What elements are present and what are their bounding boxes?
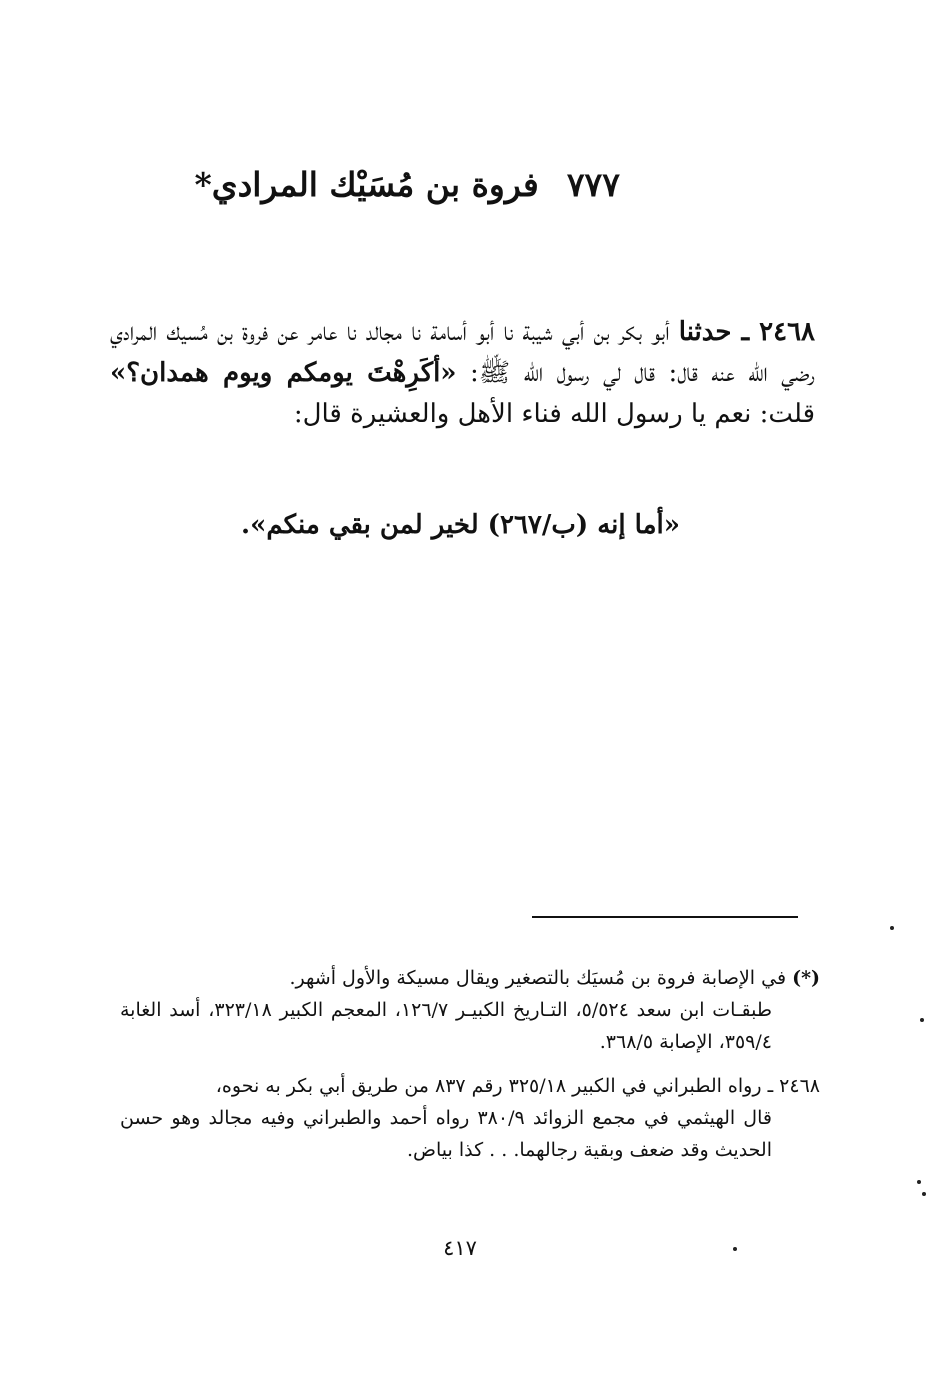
page-number: ٤١٧ — [443, 1236, 477, 1260]
footnote-star-line1: في الإصابة فروة بن مُسيَك بالتصغير ويقال مسيكة والأول أشهر. — [289, 967, 793, 989]
scan-speck — [917, 1180, 921, 1184]
entry-heading — [180, 165, 620, 204]
entry-number: ٧٧٧ — [566, 165, 620, 204]
footnote-hadith-line1: رواه الطبراني في الكبير ٣٢٥/١٨ رقم ٨٣٧ من طريق أبي بكر به نحوه، — [215, 1075, 768, 1097]
scan-speck — [922, 1192, 926, 1196]
hadith-text — [110, 312, 815, 435]
scan-speck — [890, 926, 894, 930]
footnote-star — [120, 962, 820, 1058]
scan-speck — [920, 1018, 924, 1022]
hadith-paragraph — [110, 312, 815, 435]
footnote-star-line2: طبقـات ابن سعد ٥/٥٢٤، التـاريخ الكبيـر ١٢٦/٧، المعجم الكبير ٣٢٣/١٨، أسد الغابة ٣٥٩/٤، الإصابة ٣٦٨/٥. — [120, 999, 773, 1053]
hadith-quote: «أكَرِهْتَ يومكم ويوم همدان؟» — [110, 358, 457, 388]
hadith-final-quote: «أما إنه (ب/٢٦٧) لخير لمن بقي منكم». — [241, 510, 680, 540]
footnote-hadith — [120, 1070, 820, 1166]
footnote-divider — [532, 916, 798, 918]
hadith-reply: قلت: نعم يا رسول الله فناء الأهل والعشيرة قال: — [293, 399, 815, 429]
footnote-hadith-marker: ٢٤٦٨ ـ — [767, 1075, 820, 1097]
hadith-chain: أبو بكر بن أبي شيبة نا أبو أسامة نا مجالد نا عامر عن فروة بن مُسيك المرادي رضي الله عنه قال: قال لي رسول الله ﷺ: — [110, 317, 815, 388]
footnote-hadith-line2: قال الهيثمي في مجمع الزوائد ٣٨٠/٩ رواه أحمد والطبراني وفيه مجالد وهو حسن الحديث وقد ضعف وبقية رجالهما. . . كذا بياض. — [120, 1107, 772, 1161]
footnotes — [120, 962, 820, 1178]
hadith-lead: ٢٤٦٨ ـ حدثنا — [678, 317, 815, 347]
footnote-star-marker: (*) — [792, 967, 820, 989]
entry-title: فروة بن مُسَيْك المرادي* — [194, 165, 539, 204]
scan-speck — [733, 1247, 737, 1251]
